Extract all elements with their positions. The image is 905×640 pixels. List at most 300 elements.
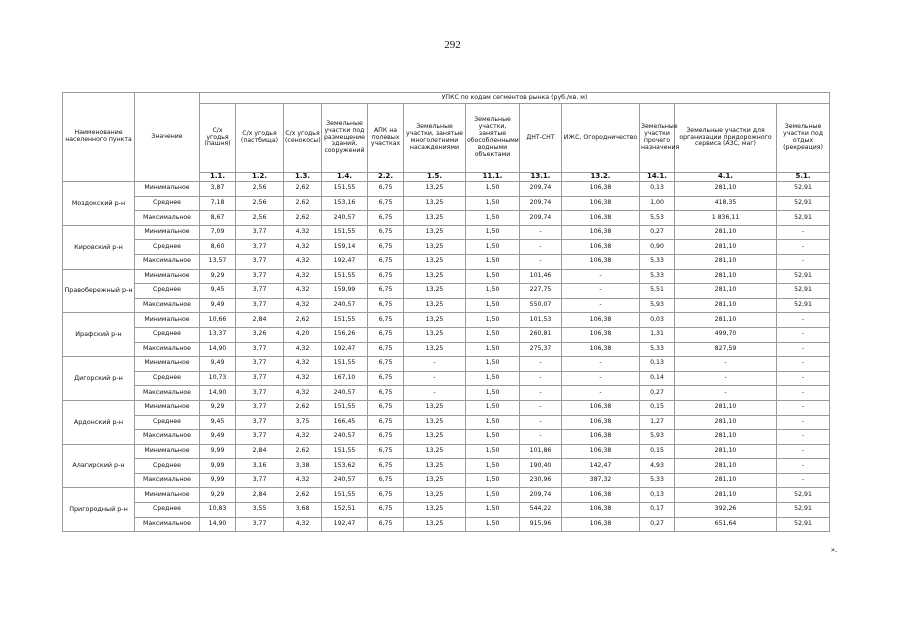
table-cell: 1,50 <box>466 313 520 328</box>
table-cell: 2,62 <box>284 182 322 197</box>
table-row <box>63 444 830 459</box>
table-cell: 106,38 <box>562 517 640 532</box>
table-cell: 418,35 <box>675 196 777 211</box>
district-name: Кировский р-н <box>63 225 135 269</box>
table-cell: 6,75 <box>368 503 404 518</box>
table-cell: 9,99 <box>200 459 236 474</box>
table-cell: 4,32 <box>284 254 322 269</box>
table-cell: 8,67 <box>200 211 236 226</box>
table-cell: 52,91 <box>777 503 830 518</box>
table-cell: 13,25 <box>404 225 466 240</box>
table-row <box>63 327 830 342</box>
table-cell: 651,64 <box>675 517 777 532</box>
table-cell: 6,75 <box>368 473 404 488</box>
table-cell: - <box>520 415 562 430</box>
table-cell: 4,32 <box>284 517 322 532</box>
value-type-label: Среднее <box>135 327 200 342</box>
table-cell: 106,38 <box>562 327 640 342</box>
table-cell: 13,25 <box>404 415 466 430</box>
value-type-label: Максимальное <box>135 254 200 269</box>
value-type-label: Максимальное <box>135 473 200 488</box>
header-value-col: Значение <box>135 93 200 182</box>
column-header: Земельные участки под размещение зданий, сооружений <box>322 104 368 173</box>
segment-code: 1.4. <box>322 173 368 182</box>
table-cell: 0,27 <box>640 386 675 401</box>
table-cell: 3,77 <box>236 473 284 488</box>
table-cell: 9,49 <box>200 357 236 372</box>
table-cell: 2,62 <box>284 313 322 328</box>
table-cell: 13,25 <box>404 196 466 211</box>
table-cell: 13,25 <box>404 298 466 313</box>
table-cell: 4,32 <box>284 371 322 386</box>
table-cell: 5,33 <box>640 342 675 357</box>
district-name: Ардонский р-н <box>63 400 135 444</box>
table-cell: 106,38 <box>562 225 640 240</box>
table-row <box>63 473 830 488</box>
table-cell: 3,87 <box>200 182 236 197</box>
table-cell: 3,77 <box>236 430 284 445</box>
table-cell: 1,50 <box>466 269 520 284</box>
table-cell: 106,38 <box>562 182 640 197</box>
value-type-label: Минимальное <box>135 182 200 197</box>
table-cell: - <box>777 444 830 459</box>
table-cell: 1,50 <box>466 327 520 342</box>
table-cell: 4,32 <box>284 240 322 255</box>
table-cell: 1,50 <box>466 444 520 459</box>
table-cell: 6,75 <box>368 357 404 372</box>
table-cell: 4,93 <box>640 459 675 474</box>
table-cell: 6,75 <box>368 225 404 240</box>
column-header: С/х угодья (сенокосы) <box>284 104 322 173</box>
table-cell: - <box>562 371 640 386</box>
table-cell: 159,99 <box>322 284 368 299</box>
table-cell: 6,75 <box>368 415 404 430</box>
table-cell: 52,91 <box>777 488 830 503</box>
table-cell: 153,62 <box>322 459 368 474</box>
table-cell: 915,96 <box>520 517 562 532</box>
table-cell: 3,55 <box>236 503 284 518</box>
table-cell: 227,75 <box>520 284 562 299</box>
table-row <box>63 517 830 532</box>
table-cell: 52,91 <box>777 517 830 532</box>
table-row <box>63 211 830 226</box>
table-row <box>63 342 830 357</box>
table-cell: 13,25 <box>404 430 466 445</box>
district-name: Моздокский р-н <box>63 182 135 226</box>
segment-code: 4.1. <box>675 173 777 182</box>
table-cell: 13,25 <box>404 342 466 357</box>
table-cell: 6,75 <box>368 327 404 342</box>
column-header: С/х угодья (пашня) <box>200 104 236 173</box>
table-cell: 3,77 <box>236 357 284 372</box>
table-cell: 544,22 <box>520 503 562 518</box>
table-cell: 9,99 <box>200 444 236 459</box>
table-cell: 281,10 <box>675 254 777 269</box>
table-cell: 13,25 <box>404 254 466 269</box>
table-cell: 9,29 <box>200 400 236 415</box>
district-name: Пригородный р-н <box>63 488 135 532</box>
table-cell: 9,29 <box>200 488 236 503</box>
table-cell: 7,18 <box>200 196 236 211</box>
table-cell: 281,10 <box>675 313 777 328</box>
value-type-label: Минимальное <box>135 357 200 372</box>
table-cell: 106,38 <box>562 430 640 445</box>
table-cell: 4,32 <box>284 284 322 299</box>
table-cell: 209,74 <box>520 196 562 211</box>
district-name: Ирафский р-н <box>63 313 135 357</box>
table-cell: 13,25 <box>404 313 466 328</box>
table-cell: 281,10 <box>675 225 777 240</box>
table-cell: 13,25 <box>404 517 466 532</box>
table-cell: 4,32 <box>284 225 322 240</box>
table-cell: 2,56 <box>236 182 284 197</box>
table-cell: 13,57 <box>200 254 236 269</box>
table-cell: 1,50 <box>466 386 520 401</box>
table-cell: 281,10 <box>675 240 777 255</box>
district-name: Алагирский р-н <box>63 444 135 488</box>
table-cell: 106,38 <box>562 240 640 255</box>
table-cell: 6,75 <box>368 371 404 386</box>
table-cell: 10,73 <box>200 371 236 386</box>
column-header: Земельные участки, занятые многолетними насаждениями <box>404 104 466 173</box>
table-cell: 275,37 <box>520 342 562 357</box>
table-cell: 6,75 <box>368 196 404 211</box>
table-cell: - <box>675 371 777 386</box>
page-number: 292 <box>444 39 461 51</box>
table-cell: 151,55 <box>322 182 368 197</box>
table-cell: 281,10 <box>675 430 777 445</box>
segment-code: 1.5. <box>404 173 466 182</box>
table-cell: 13,25 <box>404 400 466 415</box>
table-cell: 151,55 <box>322 313 368 328</box>
table-cell: - <box>404 386 466 401</box>
value-type-label: Среднее <box>135 459 200 474</box>
table-cell: 5,93 <box>640 430 675 445</box>
table-cell: 281,10 <box>675 269 777 284</box>
table-cell: 240,57 <box>322 473 368 488</box>
table-cell: 9,45 <box>200 415 236 430</box>
table-cell: 281,10 <box>675 182 777 197</box>
table-cell: 281,10 <box>675 400 777 415</box>
table-cell: 240,57 <box>322 430 368 445</box>
table-cell: 240,57 <box>322 211 368 226</box>
value-type-label: Минимальное <box>135 488 200 503</box>
table-cell: 4,32 <box>284 430 322 445</box>
table-cell: 3,16 <box>236 459 284 474</box>
table-row <box>63 386 830 401</box>
value-type-label: Минимальное <box>135 444 200 459</box>
table-cell: 387,32 <box>562 473 640 488</box>
segment-code: 1.2. <box>236 173 284 182</box>
table-cell: 13,25 <box>404 327 466 342</box>
table-cell: 2,62 <box>284 444 322 459</box>
table-cell: 1,00 <box>640 196 675 211</box>
table-cell: 260,81 <box>520 327 562 342</box>
table-cell: 1,27 <box>640 415 675 430</box>
table-cell: 1,50 <box>466 342 520 357</box>
table-cell: 5,33 <box>640 269 675 284</box>
table-cell: 0,27 <box>640 517 675 532</box>
table-cell: 4,32 <box>284 342 322 357</box>
table-cell: 240,57 <box>322 298 368 313</box>
table-cell: 1,50 <box>466 517 520 532</box>
table-cell: 13,25 <box>404 269 466 284</box>
table-cell: - <box>777 400 830 415</box>
column-header: Земельные участки, занятые обособленными водными объектами <box>466 104 520 173</box>
table-cell: 152,51 <box>322 503 368 518</box>
table-cell: 3,68 <box>284 503 322 518</box>
table-row <box>63 415 830 430</box>
table-cell: 106,38 <box>562 400 640 415</box>
value-type-label: Максимальное <box>135 430 200 445</box>
table-row <box>63 459 830 474</box>
table-cell: 209,74 <box>520 182 562 197</box>
table-cell: 6,75 <box>368 430 404 445</box>
table-cell: 2,84 <box>236 313 284 328</box>
table-cell: 5,51 <box>640 284 675 299</box>
table-cell: - <box>520 371 562 386</box>
table-cell: - <box>777 386 830 401</box>
table-cell: 106,38 <box>562 444 640 459</box>
table-cell: 1,50 <box>466 473 520 488</box>
value-type-label: Максимальное <box>135 342 200 357</box>
table-cell: 52,91 <box>777 284 830 299</box>
table-cell: 3,77 <box>236 269 284 284</box>
table-cell: 6,75 <box>368 459 404 474</box>
table-row <box>63 371 830 386</box>
table-cell: 192,47 <box>322 254 368 269</box>
value-type-label: Минимальное <box>135 400 200 415</box>
segment-code: 1.3. <box>284 173 322 182</box>
table-cell: 230,96 <box>520 473 562 488</box>
table-cell: 6,75 <box>368 182 404 197</box>
segment-code: 13.1. <box>520 173 562 182</box>
table-cell: 151,55 <box>322 269 368 284</box>
table-row <box>63 269 830 284</box>
table-cell: - <box>520 225 562 240</box>
segment-code: 11.1. <box>466 173 520 182</box>
table-cell: 281,10 <box>675 284 777 299</box>
value-type-label: Среднее <box>135 503 200 518</box>
table-cell: 156,26 <box>322 327 368 342</box>
table-row <box>63 503 830 518</box>
table-cell: 13,25 <box>404 473 466 488</box>
table-cell: 281,10 <box>675 488 777 503</box>
table-cell: 13,25 <box>404 503 466 518</box>
table-cell: 1,50 <box>466 298 520 313</box>
table-cell: - <box>562 357 640 372</box>
table-cell: 106,38 <box>562 488 640 503</box>
table-cell: - <box>777 371 830 386</box>
table-row <box>63 298 830 313</box>
table-cell: - <box>520 240 562 255</box>
table-cell: 3,26 <box>236 327 284 342</box>
table-cell: 106,38 <box>562 211 640 226</box>
value-type-label: Максимальное <box>135 517 200 532</box>
table-cell: 101,46 <box>520 269 562 284</box>
table-cell: 3,77 <box>236 517 284 532</box>
table-cell: 6,75 <box>368 342 404 357</box>
table-cell: 6,75 <box>368 211 404 226</box>
value-type-label: Максимальное <box>135 298 200 313</box>
table-cell: 281,10 <box>675 459 777 474</box>
table-cell: 13,25 <box>404 240 466 255</box>
column-header: АПК на полевых участках <box>368 104 404 173</box>
table-cell: 3,77 <box>236 371 284 386</box>
table-cell: 10,83 <box>200 503 236 518</box>
table-row <box>63 196 830 211</box>
table-cell: 106,38 <box>562 415 640 430</box>
segment-code: 13.2. <box>562 173 640 182</box>
value-type-label: Среднее <box>135 240 200 255</box>
table-cell: - <box>562 269 640 284</box>
table-cell: 52,91 <box>777 182 830 197</box>
table-cell: 14,90 <box>200 342 236 357</box>
closing-quote-mark: ». <box>831 545 837 554</box>
table-cell: 0,13 <box>640 182 675 197</box>
table-cell: - <box>777 357 830 372</box>
segment-code: 1.1. <box>200 173 236 182</box>
table-cell: 167,10 <box>322 371 368 386</box>
table-cell: 6,75 <box>368 269 404 284</box>
value-type-label: Среднее <box>135 415 200 430</box>
table-cell: - <box>404 357 466 372</box>
table-cell: 166,45 <box>322 415 368 430</box>
table-cell: 106,38 <box>562 503 640 518</box>
cadastral-value-table <box>62 92 830 532</box>
table-row <box>63 488 830 503</box>
table-row <box>63 284 830 299</box>
table-cell: - <box>675 357 777 372</box>
district-name: Дигорский р-н <box>63 357 135 401</box>
table-cell: - <box>777 473 830 488</box>
table-cell: - <box>777 459 830 474</box>
table-row <box>63 240 830 255</box>
table-cell: 3,77 <box>236 298 284 313</box>
table-cell: 0,15 <box>640 444 675 459</box>
table-cell: 142,47 <box>562 459 640 474</box>
value-type-label: Среднее <box>135 371 200 386</box>
value-type-label: Минимальное <box>135 269 200 284</box>
segment-code: 14.1. <box>640 173 675 182</box>
table-cell: 13,25 <box>404 182 466 197</box>
column-header: Земельные участки прочего назначения <box>640 104 675 173</box>
table-cell: 1,50 <box>466 415 520 430</box>
table-cell: - <box>675 386 777 401</box>
table-cell: 0,14 <box>640 371 675 386</box>
table-cell: 3,77 <box>236 284 284 299</box>
table-cell: 0,17 <box>640 503 675 518</box>
table-row <box>63 254 830 269</box>
table-cell: 6,75 <box>368 400 404 415</box>
table-cell: 3,77 <box>236 400 284 415</box>
table-cell: 3,77 <box>236 386 284 401</box>
header-group-title: УПКС по кодам сегментов рынка (руб./кв. м) <box>200 93 830 104</box>
table-cell: 3,77 <box>236 240 284 255</box>
table-cell: 281,10 <box>675 473 777 488</box>
table-cell: 153,16 <box>322 196 368 211</box>
table-cell: 3,77 <box>236 342 284 357</box>
table-cell: 106,38 <box>562 342 640 357</box>
value-type-label: Максимальное <box>135 211 200 226</box>
table-cell: 2,62 <box>284 211 322 226</box>
table-cell: 151,55 <box>322 488 368 503</box>
table-cell: - <box>562 284 640 299</box>
table-cell: 1,50 <box>466 240 520 255</box>
table-cell: 5,93 <box>640 298 675 313</box>
table-cell: 151,55 <box>322 225 368 240</box>
table-row <box>63 400 830 415</box>
table-cell: 1,50 <box>466 503 520 518</box>
table-cell: 7,09 <box>200 225 236 240</box>
table-cell: - <box>777 225 830 240</box>
table-cell: 4,32 <box>284 473 322 488</box>
table-row <box>63 357 830 372</box>
table-cell: 4,20 <box>284 327 322 342</box>
table-cell: 392,26 <box>675 503 777 518</box>
table-cell: 4,32 <box>284 357 322 372</box>
table-cell: 9,49 <box>200 430 236 445</box>
table-cell: 1,50 <box>466 182 520 197</box>
table-cell: 0,03 <box>640 313 675 328</box>
table-cell: 4,32 <box>284 298 322 313</box>
table-cell: 13,25 <box>404 459 466 474</box>
table-cell: 2,62 <box>284 400 322 415</box>
value-type-label: Минимальное <box>135 225 200 240</box>
table-cell: 2,56 <box>236 196 284 211</box>
table-row <box>63 430 830 445</box>
table-cell: 13,25 <box>404 488 466 503</box>
table-cell: 1,50 <box>466 211 520 226</box>
table-cell: 2,62 <box>284 196 322 211</box>
table-cell: 14,90 <box>200 386 236 401</box>
table-row <box>63 225 830 240</box>
table-cell: 1,50 <box>466 284 520 299</box>
table-cell: 9,49 <box>200 298 236 313</box>
table-cell: - <box>777 327 830 342</box>
table-cell: 1,50 <box>466 430 520 445</box>
table-cell: 14,90 <box>200 517 236 532</box>
table-cell: - <box>562 386 640 401</box>
table-cell: - <box>777 240 830 255</box>
table-cell: 6,75 <box>368 284 404 299</box>
table-cell: - <box>777 254 830 269</box>
table-cell: 151,55 <box>322 400 368 415</box>
table-cell: 1 836,11 <box>675 211 777 226</box>
table-cell: 1,50 <box>466 357 520 372</box>
table-cell: 281,10 <box>675 415 777 430</box>
table-cell: 13,25 <box>404 444 466 459</box>
table-cell: 13,25 <box>404 211 466 226</box>
segment-code: 2.2. <box>368 173 404 182</box>
table-cell: - <box>562 298 640 313</box>
table-cell: 10,66 <box>200 313 236 328</box>
table-row <box>63 182 830 197</box>
table-cell: 9,45 <box>200 284 236 299</box>
table-cell: 1,50 <box>466 254 520 269</box>
table-cell: 5,53 <box>640 211 675 226</box>
table-cell: - <box>520 357 562 372</box>
table-cell: 151,55 <box>322 444 368 459</box>
table-cell: 281,10 <box>675 298 777 313</box>
column-header: Земельные участки под отдых (рекреация) <box>777 104 830 173</box>
district-name: Правобережный р-н <box>63 269 135 313</box>
table-cell: 192,47 <box>322 342 368 357</box>
table-cell: 6,75 <box>368 240 404 255</box>
column-header: ИЖС, Огородничество <box>562 104 640 173</box>
table-cell: 1,50 <box>466 371 520 386</box>
table-cell: 6,75 <box>368 488 404 503</box>
